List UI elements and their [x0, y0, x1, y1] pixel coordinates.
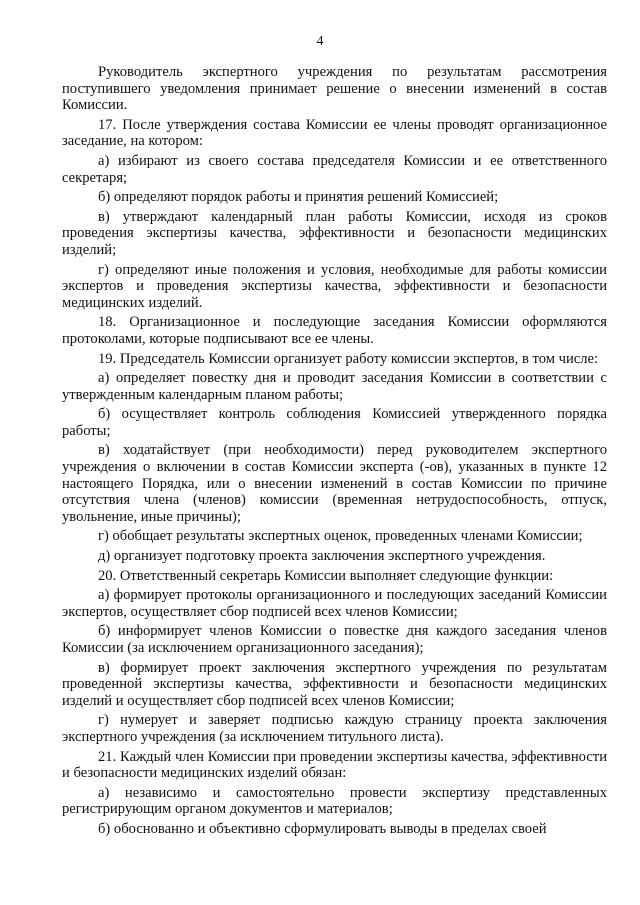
page-number: 4 [316, 34, 324, 49]
paragraph: а) определяет повестку дня и проводит заседания Комиссии в соответствии с утвержденным календарным планом работы; [62, 370, 607, 403]
paragraph: г) обобщает результаты экспертных оценок, проведенных членами Комиссии; [98, 528, 583, 545]
paragraph: 20. Ответственный секретарь Комиссии выполняет следующие функции: [98, 567, 554, 584]
paragraph: а) формирует протоколы организационного и последующих заседаний Комиссии экспертов, осуществляет сбор подписей всех членов Комиссии; [62, 587, 607, 620]
paragraph: в) ходатайствует (при необходимости) перед руководителем экспертного учреждения о включении в состав Комиссии эксперта (-ов), указанных в пункте 12 настоящего Порядка, или о внесении изменений в состав Комиссии по причине отсутствия члена (членов) комиссии (временная нетрудоспособность, отпуск, увольнение, иные причины); [62, 442, 607, 525]
paragraph: г) нумерует и заверяет подписью каждую страницу проекта заключения экспертного учреждения (за исключением титульного листа). [62, 712, 607, 745]
paragraph: г) определяют иные положения и условия, необходимые для работы комиссии экспертов и проведения экспертизы качества, эффективности и безопасности медицинских изделий. [62, 261, 607, 311]
paragraph: б) определяют порядок работы и принятия решений Комиссией; [98, 189, 499, 206]
paragraph: 17. После утверждения состава Комиссии ее члены проводят организационное заседание, на котором: [62, 116, 607, 150]
paragraph: 21. Каждый член Комиссии при проведении экспертизы качества, эффективности и безопасности медицинских изделий обязан: [62, 748, 607, 782]
paragraph: в) формирует проект заключения экспертного учреждения по результатам проведенной экспертизы качества, эффективности и безопасности медицинских изделий и осуществляет сбор подписей всех членов Комиссии; [62, 659, 607, 709]
paragraph: б) осуществляет контроль соблюдения Комиссией утвержденного порядка работы; [62, 406, 607, 439]
paragraph: а) независимо и самостоятельно провести экспертизу представленных регистрирующим органом документов и материалов; [62, 784, 607, 818]
paragraph: б) информирует членов Комиссии о повестке дня каждого заседания членов Комиссии (за исключением организационного заседания); [62, 623, 607, 656]
paragraph: Руководитель экспертного учреждения по результатам рассмотрения поступившего уведомления принимает решение о внесении изменений в состав Комиссии. [62, 64, 607, 114]
paragraph: а) избирают из своего состава председателя Комиссии и ее ответственного секретаря; [62, 152, 607, 186]
paragraph: 18. Организационное и последующие заседания Комиссии оформляются протоколами, которые подписывают все ее члены. [62, 314, 607, 347]
paragraph: в) утверждают календарный план работы Комиссии, исходя из сроков проведения экспертизы качества, эффективности и безопасности медицинских изделий; [62, 208, 607, 258]
paragraph: 19. Председатель Комиссии организует работу комиссии экспертов, в том числе: [98, 350, 599, 367]
paragraph: б) обоснованно и объективно сформулировать выводы в пределах своей [98, 820, 547, 837]
paragraph: д) организует подготовку проекта заключения экспертного учреждения. [98, 548, 546, 565]
document-body [62, 64, 607, 841]
